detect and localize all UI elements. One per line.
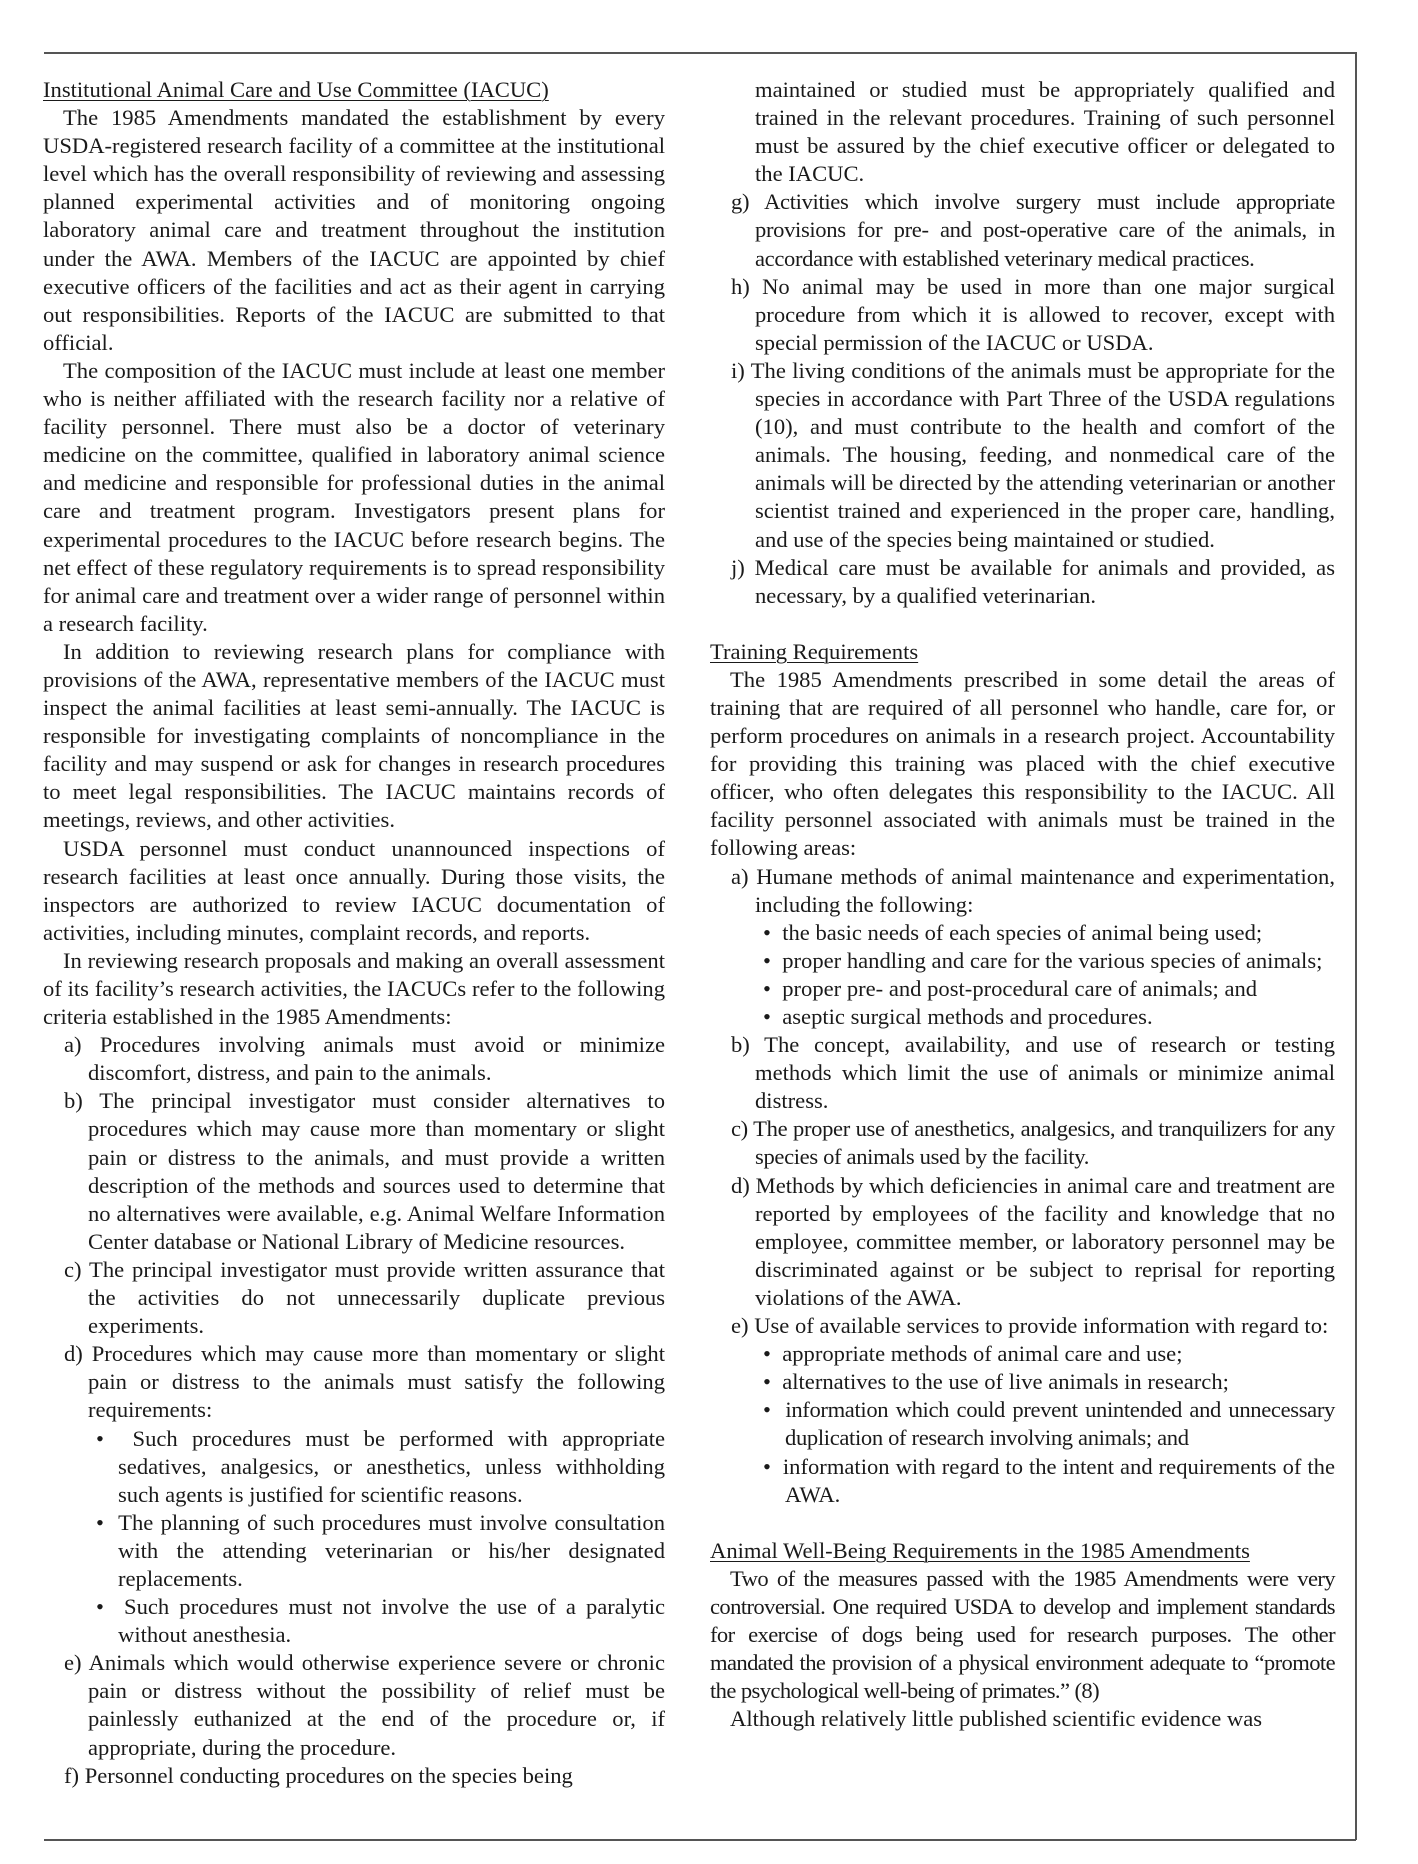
bullet-glyph: • [96, 1425, 104, 1451]
right-column [710, 76, 1335, 1733]
section-spacer [710, 610, 1335, 638]
iacuc-heading: Institutional Animal Care and Use Committee (IACUC) [43, 77, 549, 102]
bullet-text: aseptic surgical methods and procedures. [782, 1004, 1153, 1029]
criteria-d-bullet-2 [43, 1509, 665, 1593]
bullet-glyph: • [763, 1341, 771, 1367]
bullet-glyph: • [763, 1453, 771, 1479]
criteria-item-f: f) Personnel conducting procedures on the species being [64, 1762, 573, 1788]
criteria-item-g: g) Activities which involve surgery must include appropriate provisions for pre- and post-operative care of the animals, in accordance with established veterinary medical practices. [731, 189, 1335, 271]
bullet-text: Such procedures must be performed with appropriate sedatives, analgesics, or anesthetics, unless withholding such agents is justified for scientific reasons. [118, 1425, 665, 1507]
iacuc-paragraph-3: In addition to reviewing research plans for compliance with provisions of the AWA, representative members of the IACUC must inspect the animal facilities at least semi-annually. The IACUC is responsible for investigating complaints of noncompliance in the facility and may suspend or ask for changes in research procedures to meet legal responsibilities. The IACUC maintains records of meetings, reviews, and other activities. [43, 638, 665, 833]
iacuc-paragraph-4: USDA personnel must conduct unannounced inspections of research facilities at least once annually. During those visits, the inspectors are authorized to review IACUC documentation of activities, including minutes, complaint records, and reports. [43, 835, 665, 945]
criteria-item-f-continued: maintained or studied must be appropriately qualified and trained in the relevant procedures. Training of such personnel must be assured by the chief executive officer or delegated to the IACUC. [755, 77, 1335, 187]
bullet-text: proper pre- and post-procedural care of animals; and [782, 975, 1258, 1001]
training-item-d: d) Methods by which deficiencies in animal care and treatment are reported by employees of the facility and knowledge that no employee, committee member, or laboratory personnel may be discriminated against or be subject to reprisal for reporting violations of the AWA. [731, 1172, 1335, 1310]
bullet-glyph: • [763, 1369, 771, 1395]
criteria-item-h: h) No animal may be used in more than one major surgical procedure from which it is allowed to recover, except with special permission of the IACUC or USDA. [731, 273, 1335, 355]
bullet-text: information which could prevent unintended and unnecessary duplication of research involving animals; and [785, 1397, 1335, 1451]
page-border-top [44, 52, 1356, 54]
criteria-item-a: a) Procedures involving animals must avoid or minimize discomfort, distress, and pain to the animals. [64, 1032, 665, 1086]
criteria-d-bullet-1 [43, 1425, 665, 1509]
bullet-text: information with regard to the intent and requirements of the AWA. [782, 1453, 1335, 1507]
iacuc-paragraph-5: In reviewing research proposals and making an overall assessment of its facility’s research activities, the IACUCs refer to the following criteria established in the 1985 Amendments: [43, 947, 665, 1030]
training-a-bullet-3 [710, 975, 1335, 1003]
iacuc-paragraph-1: The 1985 Amendments mandated the establishment by every USDA-registered research facility of a committee at the institutional level which has the overall responsibility of reviewing and assessing planned experimental activities and of monitoring ongoing laboratory animal care and treatment throughout the institution under the AWA. Members of the IACUC are appointed by chief executive officers of the facilities and act as their agent in carrying out responsibilities. Reports of the IACUC are submitted to that official. [43, 105, 665, 355]
bullet-glyph: • [96, 1594, 104, 1620]
iacuc-paragraph-2: The composition of the IACUC must include at least one member who is neither affiliated with the research facility nor a relative of facility personnel. There must also be a doctor of veterinary medicine on the committee, qualified in laboratory animal science and medicine and responsible for professional duties in the animal care and treatment program. Investigators present plans for experimental procedures to the IACUC before research begins. The net effect of these regulatory requirements is to spread responsibility for animal care and treatment over a wider range of personnel within a research facility. [43, 357, 665, 636]
training-e-bullet-4 [710, 1453, 1335, 1509]
criteria-item-b: b) The principal investigator must consider alternatives to procedures which may cause more than momentary or slight pain or distress to the animals, and must provide a written description of the methods and sources used to determine that no alternatives were available, e.g. Animal Welfare Information Center database or National Library of Medicine resources. [64, 1088, 665, 1254]
training-e-bullet-1 [710, 1340, 1335, 1368]
training-a-bullet-4 [710, 1003, 1335, 1031]
training-item-a: a) Humane methods of animal maintenance and experimentation, including the following: [731, 863, 1335, 917]
training-item-b: b) The concept, availability, and use of research or testing methods which limit the use of animals or minimize animal distress. [731, 1032, 1335, 1114]
bullet-text: Such procedures must not involve the use of a paralytic without anesthesia. [118, 1594, 665, 1648]
bullet-glyph: • [763, 1397, 771, 1423]
training-paragraph-1: The 1985 Amendments prescribed in some detail the areas of training that are required of all personnel who handle, care for, or perform procedures on animals in a research project. Accountability for providing this training was placed with the chief executive officer, who often delegates this responsibility to the IACUC. All facility personnel associated with animals must be trained in the following areas: [710, 666, 1335, 861]
bullet-glyph: • [96, 1509, 104, 1535]
criteria-item-d: d) Procedures which may cause more than momentary or slight pain or distress to the animals must satisfy the following requirements: [64, 1341, 665, 1423]
bullet-glyph: • [763, 975, 771, 1001]
wellbeing-heading: Animal Well-Being Requirements in the 1985 Amendments [710, 1537, 1250, 1563]
training-item-e: e) Use of available services to provide information with regard to: [731, 1313, 1329, 1339]
bullet-glyph: • [763, 1004, 771, 1029]
bullet-text: the basic needs of each species of animal being used; [782, 919, 1263, 945]
training-item-c: c) The proper use of anesthetics, analgesics, and tranquilizers for any species of animals used by the facility. [731, 1116, 1335, 1170]
left-column [43, 76, 665, 1790]
bullet-text: appropriate methods of animal care and use; [782, 1341, 1183, 1367]
bullet-text: proper handling and care for the various species of animals; [782, 947, 1323, 973]
criteria-item-c: c) The principal investigator must provide written assurance that the activities do not unnecessarily duplicate previous experiments. [64, 1256, 665, 1339]
wellbeing-paragraph-1: Two of the measures passed with the 1985 Amendments were very controversial. One required USDA to develop and implement standards for exercise of dogs being used for research purposes. The other mandated the provision of a physical environment adequate to “promote the psychological well-being of primates.” (8) [710, 1565, 1335, 1704]
criteria-d-bullet-3 [43, 1593, 665, 1649]
training-e-bullet-2 [710, 1368, 1335, 1396]
training-a-bullet-2 [710, 947, 1335, 975]
page-border-right [1355, 52, 1357, 1840]
page-border-bottom [44, 1839, 1356, 1841]
training-e-bullet-3 [710, 1396, 1335, 1452]
bullet-text: alternatives to the use of live animals in research; [782, 1369, 1229, 1395]
training-heading: Training Requirements [710, 638, 919, 664]
criteria-item-j: j) Medical care must be available for animals and provided, as necessary, by a qualified veterinarian. [731, 554, 1335, 608]
criteria-item-e: e) Animals which would otherwise experience severe or chronic pain or distress without the possibility of relief must be painlessly euthanized at the end of the procedure or, if appropriate, during the procedure. [64, 1650, 665, 1760]
section-spacer [710, 1509, 1335, 1537]
training-a-bullet-1 [710, 919, 1335, 947]
criteria-item-i: i) The living conditions of the animals must be appropriate for the species in accordance with Part Three of the USDA regulations (10), and must contribute to the health and comfort of the animals. The housing, feeding, and nonmedical care of the animals will be directed by the attending veterinarian or another scientist trained and experienced in the proper care, handling, and use of the species being maintained or studied. [731, 357, 1335, 552]
bullet-glyph: • [763, 919, 771, 945]
bullet-glyph: • [763, 947, 771, 973]
wellbeing-paragraph-2: Although relatively little published scientific evidence was [730, 1706, 1263, 1732]
bullet-text: The planning of such procedures must involve consultation with the attending veterinarian or his/her designated replacements. [118, 1509, 666, 1591]
